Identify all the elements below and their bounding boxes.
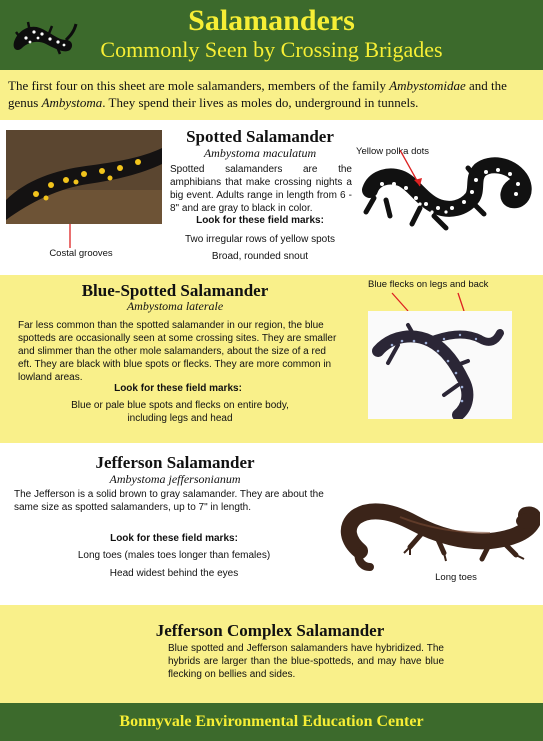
jefferson-title: Jefferson Salamander	[95, 453, 255, 472]
arrow-icon	[64, 220, 76, 250]
spotted-salamander-drawing	[360, 150, 540, 260]
bluespotted-section	[0, 275, 543, 443]
bluespotted-mark: Blue or pale blue spots and flecks on entire body, including legs and head	[71, 400, 289, 424]
spotted-salamander-photo	[6, 130, 162, 224]
bluespotted-salamander-photo	[368, 311, 512, 419]
footer-text: Bonnyvale Environmental Education Center	[119, 713, 424, 730]
header-banner	[0, 0, 543, 70]
complex-description: Blue spotted and Jefferson salamanders have hybridized. The hybrids are larger than the blue-spotteds, and may have blue flecking on bellies and sides.	[168, 643, 444, 680]
bluespotted-description: Far less common than the spotted salamander in our region, the blue spotteds are occasionally seen at some crossing sites. They are smaller and slimmer than the other mole salamanders, about the size of a red eft. They are black with blue spots or flecks. They are more common in lowland areas.	[18, 320, 337, 383]
jefferson-mark: Long toes (males toes longer than females)	[77, 550, 271, 561]
intro-part: The first four on this sheet are mole salamanders, members of the family	[8, 78, 390, 93]
blue-flecks-label: Blue flecks on legs and back	[368, 279, 489, 290]
spotted-fieldmarks-heading: Look for these field marks:	[196, 215, 324, 226]
jefferson-section	[0, 443, 543, 605]
spotted-section	[0, 120, 543, 275]
intro-part: and the genus	[8, 78, 507, 110]
spotted-description: Spotted salamanders are the amphibians that make crossing nights a big event. Adults range in length from 6 - 8" and are gray to black in color.	[170, 164, 352, 214]
intro-band	[0, 70, 543, 120]
arrow-icon	[368, 289, 538, 313]
spotted-title: Spotted Salamander	[186, 127, 334, 146]
intro-part: . They spend their lives as moles do, underground in tunnels.	[102, 95, 419, 110]
footer-banner	[0, 703, 543, 741]
bluespotted-title: Blue-Spotted Salamander	[81, 281, 269, 300]
yellow-dots-label: Yellow polka dots	[356, 146, 430, 157]
jefferson-salamander-photo	[340, 471, 540, 581]
complex-section	[0, 605, 543, 703]
bluespotted-scientific-name: Ambystoma laterale	[126, 299, 224, 313]
bluespotted-fieldmarks-heading: Look for these field marks:	[114, 383, 242, 394]
jefferson-scientific-name: Ambystoma jeffersonianum	[109, 472, 241, 486]
spotted-mark: Two irregular rows of yellow spots	[184, 234, 336, 245]
intro-text	[8, 77, 535, 111]
page-title: Salamanders	[188, 4, 355, 37]
spotted-scientific-name: Ambystoma maculatum	[203, 146, 317, 160]
jefferson-description: The Jefferson is a solid brown to gray salamander. They are about the same size as spotted salamanders, up to 7" in length.	[14, 489, 324, 513]
intro-family: Ambystomidae	[389, 78, 466, 93]
jefferson-mark: Head widest behind the eyes	[109, 568, 239, 579]
complex-title: Jefferson Complex Salamander	[155, 621, 385, 640]
spotted-mark: Broad, rounded snout	[211, 251, 309, 262]
jefferson-fieldmarks-heading: Look for these field marks:	[110, 533, 238, 544]
long-toes-label: Long toes	[435, 572, 477, 583]
page-subtitle: Commonly Seen by Crossing Brigades	[100, 37, 443, 62]
costal-grooves-label: Costal grooves	[49, 248, 113, 259]
intro-genus: Ambystoma	[41, 95, 103, 110]
